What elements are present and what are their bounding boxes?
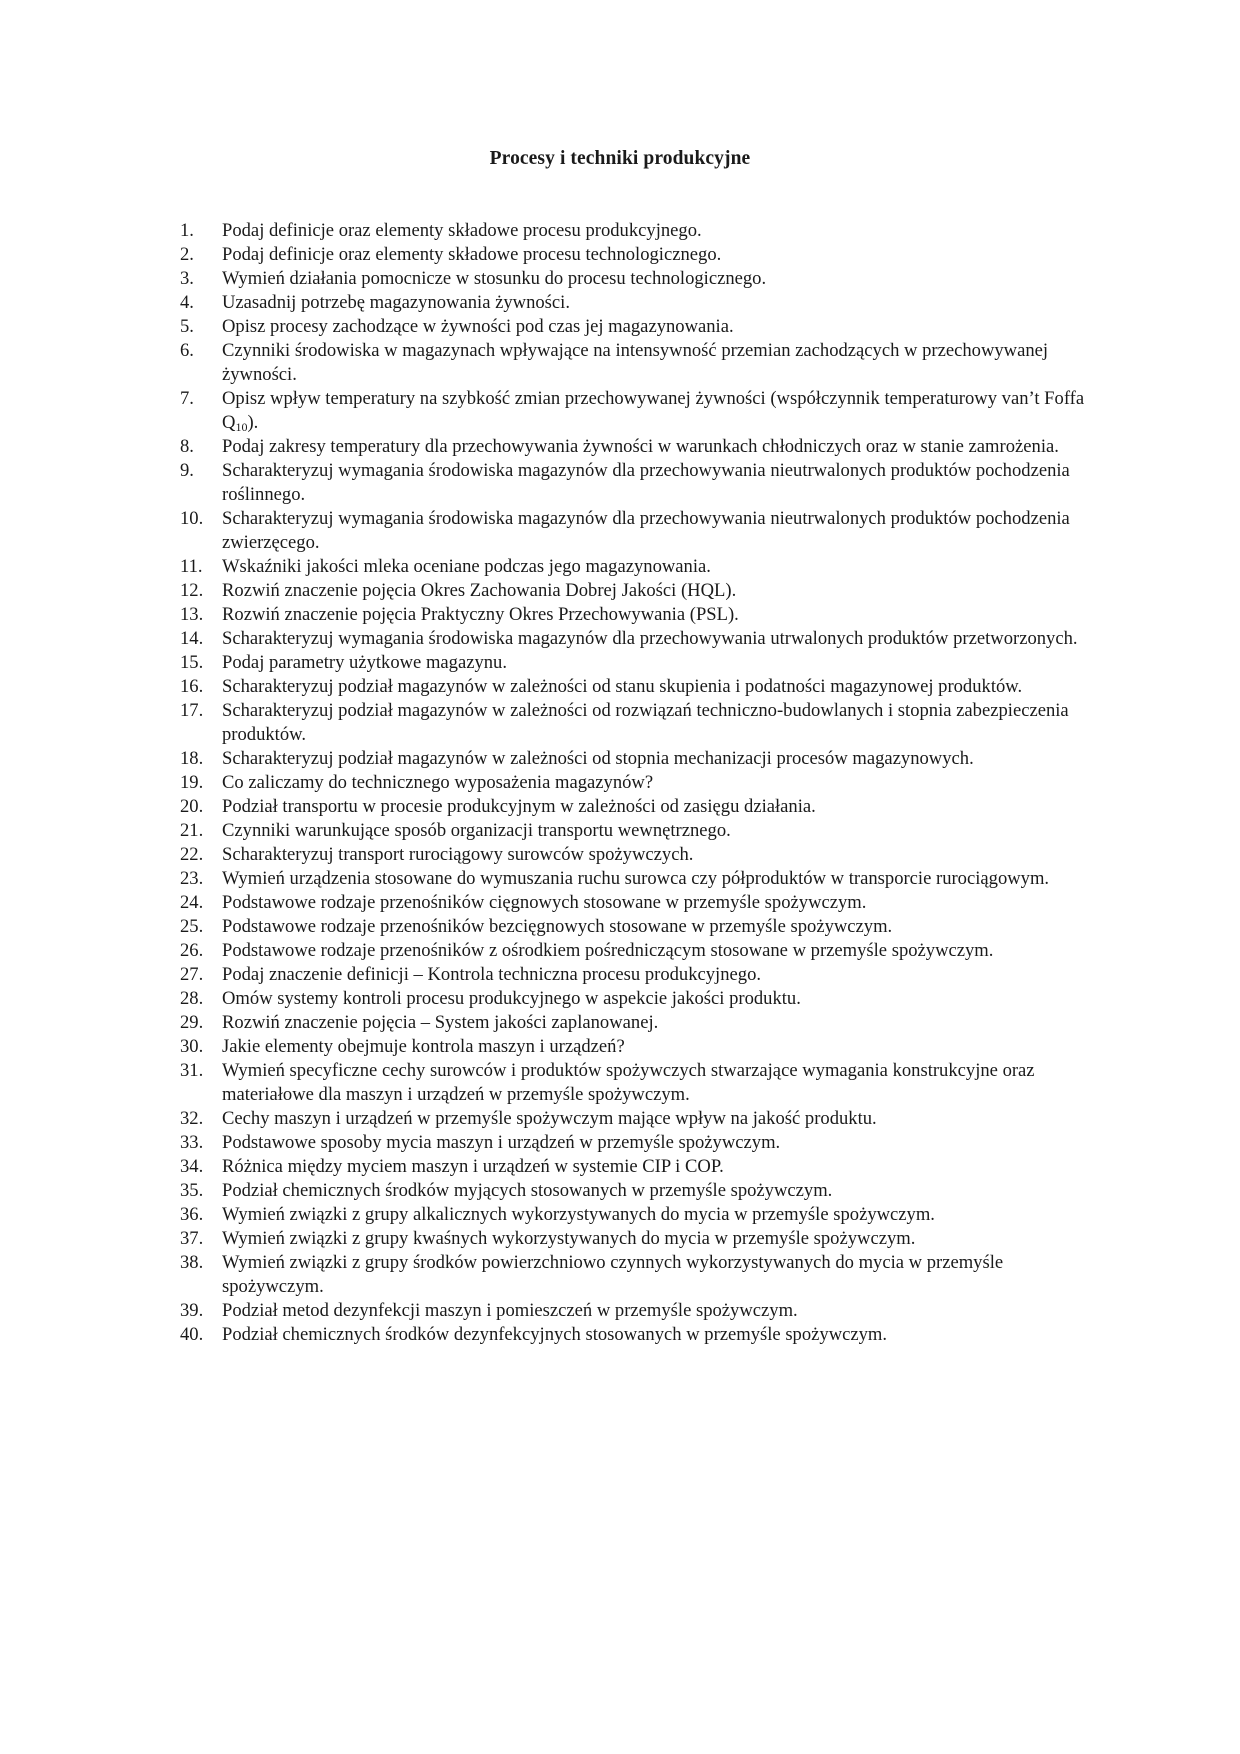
question-number: 8. <box>180 436 194 457</box>
question-text <box>222 243 1100 267</box>
question-text-main: Opisz procesy zachodzące w żywności pod czas jej magazynowania. <box>222 316 734 337</box>
question-number: 35. <box>180 1180 204 1201</box>
list-item <box>180 315 1100 339</box>
question-text-main: Podaj znaczenie definicji – Kontrola techniczna procesu produkcyjnego. <box>222 964 762 985</box>
question-text <box>222 1299 1100 1323</box>
question-text-main: Podział chemicznych środków myjących stosowanych w przemyśle spożywczym. <box>222 1180 833 1201</box>
question-number: 23. <box>180 868 204 889</box>
question-text <box>222 699 1100 747</box>
question-text <box>222 1179 1100 1203</box>
question-number: 15. <box>180 652 204 673</box>
question-number: 31. <box>180 1060 204 1081</box>
question-number: 40. <box>180 1324 204 1345</box>
question-number: 14. <box>180 628 204 649</box>
question-text <box>222 963 1100 987</box>
question-number: 12. <box>180 580 204 601</box>
list-item <box>180 339 1100 387</box>
question-number: 25. <box>180 916 204 937</box>
question-number: 36. <box>180 1204 204 1225</box>
question-text-main: Czynniki środowiska w magazynach wpływające na intensywność przemian zachodzących w przechowywanej żywności. <box>222 340 1049 385</box>
list-item <box>180 963 1100 987</box>
question-text <box>222 1155 1100 1179</box>
list-item <box>180 555 1100 579</box>
question-text <box>222 507 1100 555</box>
question-text-main: Scharakteryzuj wymagania środowiska magazynów dla przechowywania nieutrwalonych produktów pochodzenia zwierzęcego. <box>222 508 1070 553</box>
question-text <box>222 795 1100 819</box>
question-text <box>222 1035 1100 1059</box>
question-text-main: Podaj definicje oraz elementy składowe procesu produkcyjnego. <box>222 220 702 241</box>
question-number: 21. <box>180 820 204 841</box>
list-item <box>180 267 1100 291</box>
question-text-main: Wymień związki z grupy środków powierzchniowo czynnych wykorzystywanych do mycia w przemyśle spożywczym. <box>222 1252 1004 1297</box>
list-item <box>180 1203 1100 1227</box>
list-item <box>180 1011 1100 1035</box>
question-text <box>222 675 1100 699</box>
list-item <box>180 1299 1100 1323</box>
question-text-main: Podstawowe rodzaje przenośników cięgnowych stosowane w przemyśle spożywczym. <box>222 892 867 913</box>
question-text-main: Jakie elementy obejmuje kontrola maszyn i urządzeń? <box>222 1036 625 1057</box>
question-text-main: Wymień urządzenia stosowane do wymuszania ruchu surowca czy półproduktów w transporcie rurociągowym. <box>222 868 1050 889</box>
list-item <box>180 819 1100 843</box>
question-text <box>222 315 1100 339</box>
list-item <box>180 1227 1100 1251</box>
question-number: 7. <box>180 388 194 409</box>
question-number: 29. <box>180 1012 204 1033</box>
question-text-main: Podaj definicje oraz elementy składowe procesu technologicznego. <box>222 244 722 265</box>
question-text-main: Opisz wpływ temperatury na szybkość zmian przechowywanej żywności (współczynnik temperaturowy van’t Foffa Q <box>222 388 1085 433</box>
question-number: 5. <box>180 316 194 337</box>
question-text-main: Omów systemy kontroli procesu produkcyjnego w aspekcie jakości produktu. <box>222 988 801 1009</box>
question-number: 38. <box>180 1252 204 1273</box>
question-text <box>222 771 1100 795</box>
question-text <box>222 459 1100 507</box>
question-number: 28. <box>180 988 204 1009</box>
question-number: 11. <box>180 556 203 577</box>
list-item <box>180 459 1100 507</box>
question-number: 9. <box>180 460 194 481</box>
question-number: 37. <box>180 1228 204 1249</box>
question-text <box>222 1131 1100 1155</box>
list-item <box>180 243 1100 267</box>
question-text-main: Rozwiń znaczenie pojęcia Praktyczny Okres Przechowywania (PSL). <box>222 604 739 625</box>
question-text <box>222 219 1100 243</box>
question-text <box>222 1059 1100 1107</box>
question-text-main: Podział chemicznych środków dezynfekcyjnych stosowanych w przemyśle spożywczym. <box>222 1324 888 1345</box>
question-text <box>222 987 1100 1011</box>
list-item <box>180 1251 1100 1299</box>
list-item <box>180 1179 1100 1203</box>
question-text-tail: ). <box>247 412 259 433</box>
question-text <box>222 1251 1100 1299</box>
question-number: 19. <box>180 772 204 793</box>
question-text-main: Rozwiń znaczenie pojęcia – System jakości zaplanowanej. <box>222 1012 659 1033</box>
question-text <box>222 603 1100 627</box>
question-text <box>222 867 1100 891</box>
question-text <box>222 915 1100 939</box>
question-number: 22. <box>180 844 204 865</box>
question-number: 10. <box>180 508 204 529</box>
question-text-main: Uzasadnij potrzebę magazynowania żywności. <box>222 292 570 313</box>
question-text-main: Podział metod dezynfekcji maszyn i pomieszczeń w przemyśle spożywczym. <box>222 1300 798 1321</box>
question-text-main: Wymień działania pomocnicze w stosunku do procesu technologicznego. <box>222 268 767 289</box>
question-text <box>222 1107 1100 1131</box>
question-text <box>222 1323 1100 1347</box>
question-number: 39. <box>180 1300 204 1321</box>
question-subscript: 10 <box>235 420 248 434</box>
list-item <box>180 1035 1100 1059</box>
question-number: 17. <box>180 700 204 721</box>
question-text <box>222 747 1100 771</box>
document-title: Procesy i techniki produkcyjne <box>489 148 751 169</box>
list-item <box>180 1107 1100 1131</box>
question-text-main: Scharakteryzuj podział magazynów w zależności od rozwiązań techniczno-budowlanych i stopnia zabezpieczenia produktów. <box>222 700 1069 745</box>
question-text-main: Podaj zakresy temperatury dla przechowywania żywności w warunkach chłodniczych oraz w stanie zamrożenia. <box>222 436 1059 457</box>
question-number: 32. <box>180 1108 204 1129</box>
question-text-main: Cechy maszyn i urządzeń w przemyśle spożywczym mające wpływ na jakość produktu. <box>222 1108 877 1129</box>
list-item <box>180 219 1100 243</box>
list-item <box>180 867 1100 891</box>
question-text <box>222 891 1100 915</box>
question-text-main: Scharakteryzuj transport rurociągowy surowców spożywczych. <box>222 844 694 865</box>
question-text-main: Scharakteryzuj podział magazynów w zależności od stanu skupienia i podatności magazynowej produktów. <box>222 676 1023 697</box>
question-text-main: Podstawowe sposoby mycia maszyn i urządzeń w przemyśle spożywczym. <box>222 1132 781 1153</box>
list-item <box>180 939 1100 963</box>
list-item <box>180 435 1100 459</box>
question-text <box>222 843 1100 867</box>
list-item <box>180 291 1100 315</box>
question-number: 18. <box>180 748 204 769</box>
question-number: 1. <box>180 220 194 241</box>
question-text <box>222 939 1100 963</box>
list-item <box>180 915 1100 939</box>
question-text-main: Czynniki warunkujące sposób organizacji transportu wewnętrznego. <box>222 820 731 841</box>
question-number: 33. <box>180 1132 204 1153</box>
question-text-main: Różnica między myciem maszyn i urządzeń w systemie CIP i COP. <box>222 1156 724 1177</box>
question-text <box>222 1203 1100 1227</box>
question-number: 30. <box>180 1036 204 1057</box>
question-text-main: Scharakteryzuj wymagania środowiska magazynów dla przechowywania utrwalonych produktów przetworzonych. <box>222 628 1078 649</box>
list-item <box>180 1059 1100 1107</box>
list-item <box>180 891 1100 915</box>
list-item <box>180 603 1100 627</box>
question-number: 27. <box>180 964 204 985</box>
list-item <box>180 1131 1100 1155</box>
question-text <box>222 1011 1100 1035</box>
question-text <box>222 555 1100 579</box>
question-text <box>222 651 1100 675</box>
question-text-main: Podstawowe rodzaje przenośników bezcięgnowych stosowane w przemyśle spożywczym. <box>222 916 893 937</box>
list-item <box>180 771 1100 795</box>
question-text-main: Wymień związki z grupy alkalicznych wykorzystywanych do mycia w przemyśle spożywczym. <box>222 1204 935 1225</box>
list-item <box>180 627 1100 651</box>
question-text-main: Wymień związki z grupy kwaśnych wykorzystywanych do mycia w przemyśle spożywczym. <box>222 1228 916 1249</box>
question-text-main: Podaj parametry użytkowe magazynu. <box>222 652 508 673</box>
question-number: 34. <box>180 1156 204 1177</box>
question-text-main: Scharakteryzuj podział magazynów w zależności od stopnia mechanizacji procesów magazynowych. <box>222 748 974 769</box>
question-text-main: Wskaźniki jakości mleka oceniane podczas jego magazynowania. <box>222 556 711 577</box>
question-text-main: Scharakteryzuj wymagania środowiska magazynów dla przechowywania nieutrwalonych produktów pochodzenia roślinnego. <box>222 460 1070 505</box>
list-item <box>180 651 1100 675</box>
question-text <box>222 627 1100 651</box>
list-item <box>180 795 1100 819</box>
question-number: 6. <box>180 340 194 361</box>
question-text-main: Podział transportu w procesie produkcyjnym w zależności od zasięgu działania. <box>222 796 816 817</box>
list-item <box>180 987 1100 1011</box>
question-number: 3. <box>180 268 194 289</box>
question-text <box>222 291 1100 315</box>
question-text <box>222 819 1100 843</box>
question-text-main: Co zaliczamy do technicznego wyposażenia magazynów? <box>222 772 654 793</box>
question-text-main: Rozwiń znaczenie pojęcia Okres Zachowania Dobrej Jakości (HQL). <box>222 580 737 601</box>
list-item <box>180 507 1100 555</box>
question-text <box>222 267 1100 291</box>
list-item <box>180 675 1100 699</box>
list-item <box>180 747 1100 771</box>
question-number: 4. <box>180 292 194 313</box>
question-number: 13. <box>180 604 204 625</box>
list-item <box>180 1155 1100 1179</box>
list-item <box>180 579 1100 603</box>
question-text-main: Podstawowe rodzaje przenośników z ośrodkiem pośredniczącym stosowane w przemyśle spożywczym. <box>222 940 994 961</box>
list-item <box>180 843 1100 867</box>
question-text <box>222 339 1100 387</box>
question-text <box>222 387 1100 435</box>
question-text <box>222 1227 1100 1251</box>
question-number: 24. <box>180 892 204 913</box>
question-list <box>180 219 1100 1347</box>
list-item <box>180 1323 1100 1347</box>
question-number: 20. <box>180 796 204 817</box>
question-number: 16. <box>180 676 204 697</box>
question-text-main: Wymień specyficzne cechy surowców i produktów spożywczych stwarzające wymagania konstrukcyjne oraz materiałowe dla maszyn i urządzeń w przemyśle spożywczym. <box>222 1060 1035 1105</box>
question-text <box>222 579 1100 603</box>
question-number: 2. <box>180 244 194 265</box>
list-item <box>180 699 1100 747</box>
question-text <box>222 435 1100 459</box>
question-number: 26. <box>180 940 204 961</box>
list-item <box>180 387 1100 435</box>
